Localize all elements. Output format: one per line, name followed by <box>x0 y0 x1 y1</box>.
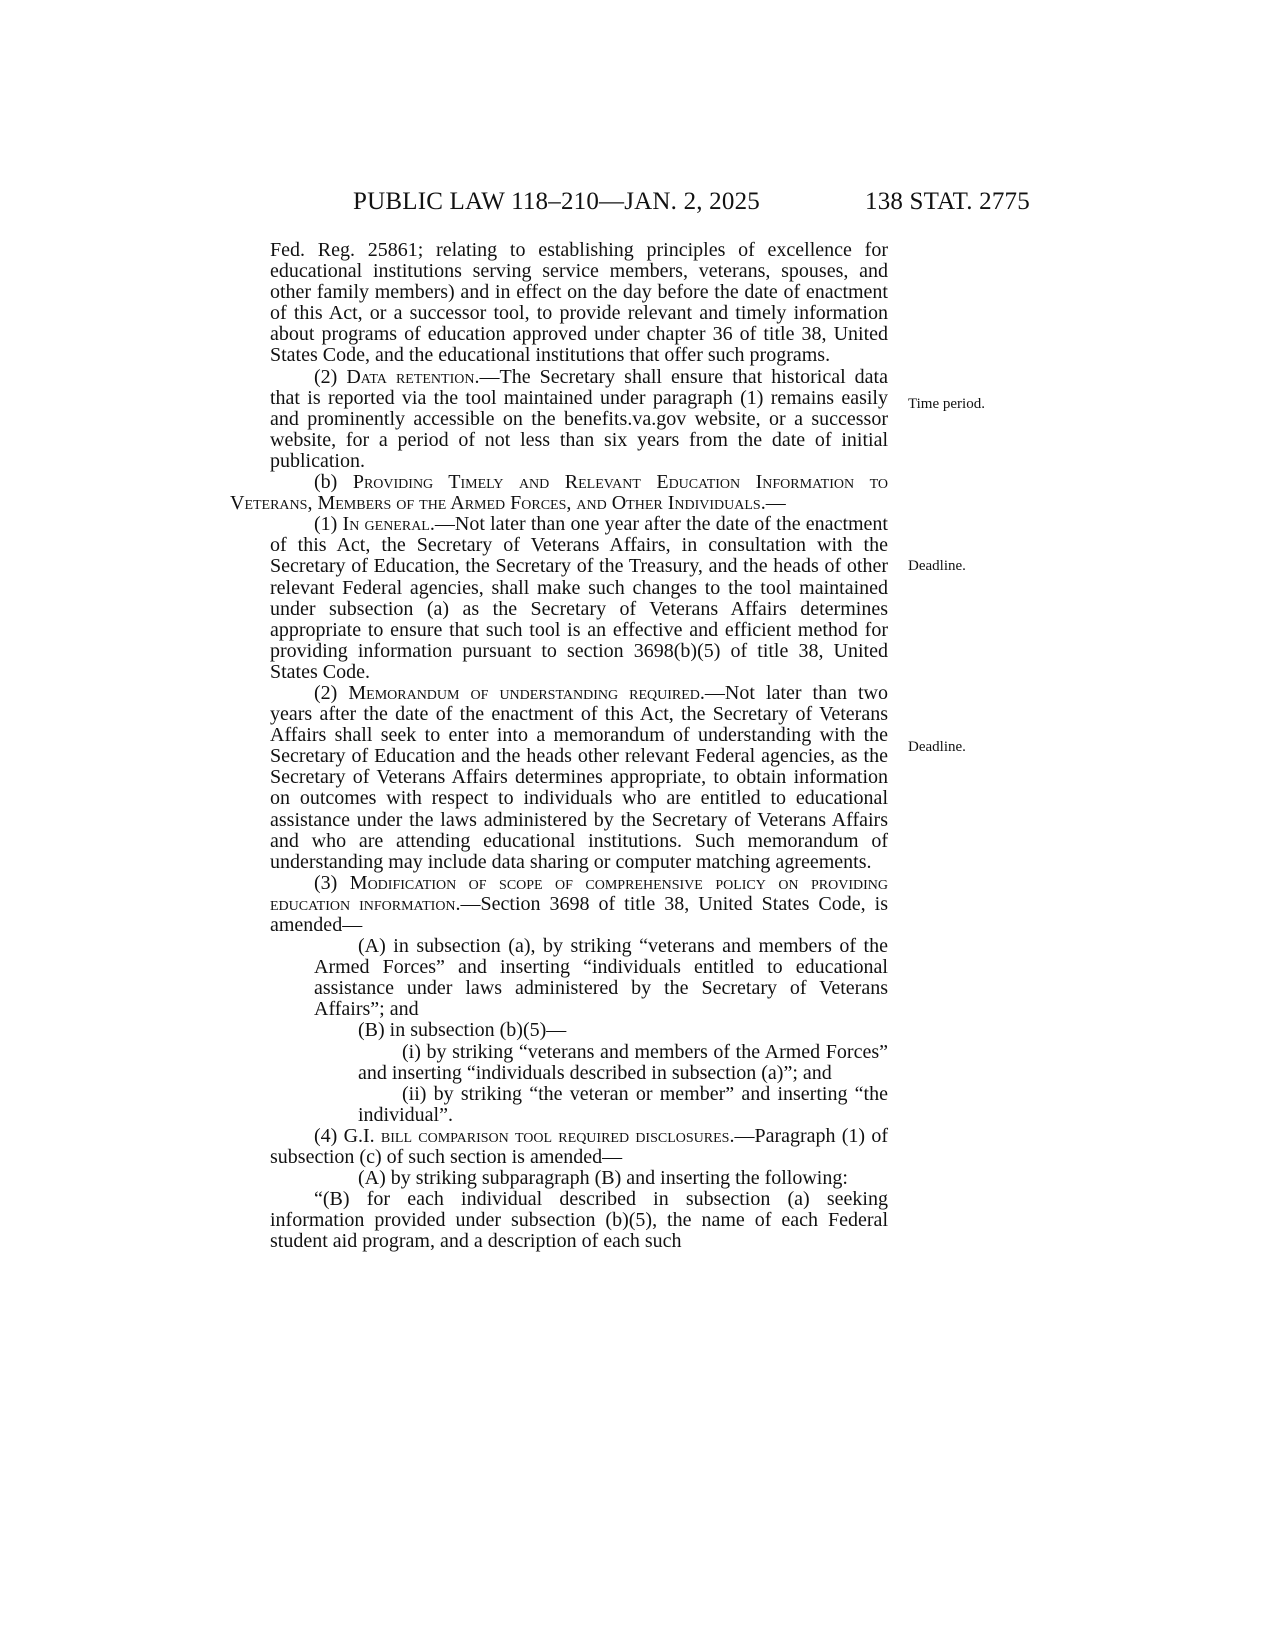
side-note-deadline: Deadline. <box>908 739 966 755</box>
running-header-title: PUBLIC LAW 118–210—JAN. 2, 2025 <box>353 188 760 215</box>
paragraph-b4 <box>270 1126 888 1168</box>
subparagraph-b3-b: (B) in subsection (b)(5)— <box>358 1019 567 1042</box>
paragraph-text: —Section 3698 of title 38, United States Code, is amended— <box>270 892 888 936</box>
quoted-subparagraph-b: “(B) for each individual described in subsection (a) seeking information provided under subsection (b)(5), the name of each Federal student aid program, and a description of each such <box>270 1188 888 1253</box>
paragraph-b2 <box>270 683 888 873</box>
subsection-dash: — <box>765 492 786 515</box>
paragraph-heading: G.I. bill comparison tool required disclosures. <box>343 1124 735 1147</box>
paragraph-heading: Modification of scope of comprehensive policy on providing education information. <box>270 871 888 915</box>
clause-b3-b-i: (i) by striking “veterans and members of the Armed Forces” and inserting “individuals described in subsection (a)”; and <box>358 1040 888 1084</box>
paragraph-text: —Paragraph (1) of subsection (c) of such section is amended— <box>270 1124 888 1169</box>
side-note-time-period: Time period. <box>908 396 985 412</box>
subsection-b-heading <box>230 472 888 514</box>
paragraph-heading: Memorandum of understanding required. <box>348 681 705 704</box>
subparagraph-b4-a: (A) by striking subparagraph (B) and inserting the following: <box>358 1167 848 1190</box>
paragraph-heading: Data retention. <box>346 365 480 388</box>
paragraph-text: —The Secretary shall ensure that historical data that is reported via the tool maintained under paragraph (1) remains easily and prominently accessible on the benefits.va.gov website, or a successor website, for a period of not less than six years from the date of initial publication. <box>270 365 888 472</box>
paragraph-number: (1) <box>314 513 343 536</box>
subsection-heading: Providing Timely and Relevant Education Information to Veterans, Members of the Armed Forces, and Other Individuals. <box>230 471 888 515</box>
paragraph-number: (3) <box>314 871 350 894</box>
paragraph-b1 <box>270 514 888 683</box>
side-note-deadline: Deadline. <box>908 558 966 574</box>
clause-b3-b-ii: (ii) by striking “the veteran or member” and inserting “the individual”. <box>358 1082 888 1126</box>
statute-text <box>230 239 888 1253</box>
paragraph-number: (2) <box>314 365 347 388</box>
page-citation: 138 STAT. 2775 <box>865 188 1030 215</box>
paragraph-number: (2) <box>314 681 349 704</box>
paragraph-text: —Not later than two years after the date of the enactment of this Act, the Secretary of Veterans Affairs shall seek to enter into a memorandum of understanding with the Secretary of Education and the heads other relevant Federal agencies, as the Secretary of Veterans Affairs determines appropriate, to obtain information on outcomes with respect to individuals who are entitled to educational assistance under the laws administered by the Secretary of Veterans Affairs and who are attending educational institutions. Such memorandum of understanding may include data sharing or computer matching agreements. <box>270 681 888 873</box>
paragraph-continuation: Fed. Reg. 25861; relating to establishing principles of excellence for educational institutions serving service members, veterans, spouses, and other family members) and in effect on the day before the date of enactment of this Act, or a successor tool, to provide relevant and timely information about programs of education approved under chapter 36 of title 38, United States Code, and the educational institutions that offer such programs. <box>270 239 888 367</box>
paragraph-b3 <box>270 873 888 936</box>
paragraph-a2 <box>270 367 888 472</box>
paragraph-heading: In general. <box>342 513 435 536</box>
paragraph-number: (4) <box>314 1124 344 1147</box>
paragraph-text: —Not later than one year after the date of the enactment of this Act, the Secretary of Veterans Affairs, in consultation with the Secretary of Education, the Secretary of the Treasury, and the heads of other relevant Federal agencies, shall make such changes to the tool maintained under subsection (a) as the Secretary of Veterans Affairs determines appropriate to ensure that such tool is an effective and efficient method for providing information pursuant to section 3698(b)(5) of title 38, United States Code. <box>270 513 888 683</box>
subparagraph-b3-a: (A) in subsection (a), by striking “veterans and members of the Armed Forces” and inserting “individuals entitled to educational assistance under laws administered by the Secretary of Veterans Affairs”; and <box>314 935 888 1021</box>
subsection-number: (b) <box>314 471 353 494</box>
